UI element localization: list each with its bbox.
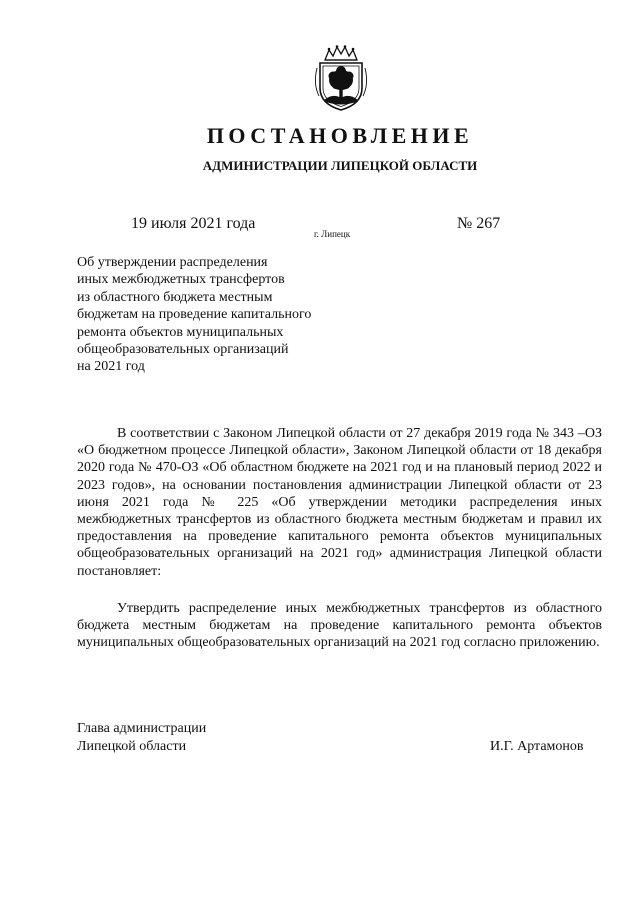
body-paragraph-resolution: Утвердить распределение иных межбюджетных трансфертов из областного бюджета местным бюджетам на проведение капитального ремонта объектов муниципальных общеобразовательных организаций на 2021 год согласно приложению. bbox=[77, 601, 602, 651]
subject-line: из областного бюджета местным bbox=[77, 289, 273, 305]
subject-line: Об утверждении распределения bbox=[77, 255, 268, 270]
signatory-position-line: Глава администрации bbox=[77, 721, 207, 736]
signatory-name: И.Г. Артамонов bbox=[490, 739, 584, 754]
signatory-position-line: Липецкой области bbox=[77, 738, 187, 754]
document-number: № 267 bbox=[457, 215, 501, 232]
document-subject bbox=[77, 254, 357, 376]
lipetsk-oblast-coat-of-arms-icon bbox=[311, 44, 371, 112]
subject-line: бюджетам на проведение капитального bbox=[77, 307, 312, 323]
document-place: г. Липецк bbox=[314, 229, 351, 239]
subject-line: ремонта объектов муниципальных bbox=[77, 324, 284, 340]
subject-line: иных межбюджетных трансфертов bbox=[77, 272, 285, 288]
document-title: ПОСТАНОВЛЕНИЕ bbox=[206, 123, 474, 148]
subject-line: на 2021 год bbox=[77, 359, 145, 375]
body-paragraph-preamble: В соответствии с Законом Липецкой области от 27 декабря 2019 года № 343 –ОЗ «О бюджетном процессе Липецкой области», Законом Липецкой области от 18 декабря 2020 года № 470-ОЗ «Об областном бюджете на 2021 год и на плановый период 2022 и 2023 годов», на основании постановления администрации Липецкой области от 23 июня 2021 года № 225 «Об утверждении методики распределения иных межбюджетных трансфертов из областного бюджета местным бюджетам и правил их предоставления на проведение капитального ремонта объектов муниципальных общеобразовательных организаций на 2021 год» администрация Липецкой области постановляет: bbox=[77, 426, 602, 579]
signatory-position bbox=[77, 720, 206, 755]
issuing-authority: АДМИНИСТРАЦИИ ЛИПЕЦКОЙ ОБЛАСТИ bbox=[202, 158, 478, 173]
document-date: 19 июля 2021 года bbox=[131, 215, 256, 232]
subject-line: общеобразовательных организаций bbox=[77, 342, 289, 358]
